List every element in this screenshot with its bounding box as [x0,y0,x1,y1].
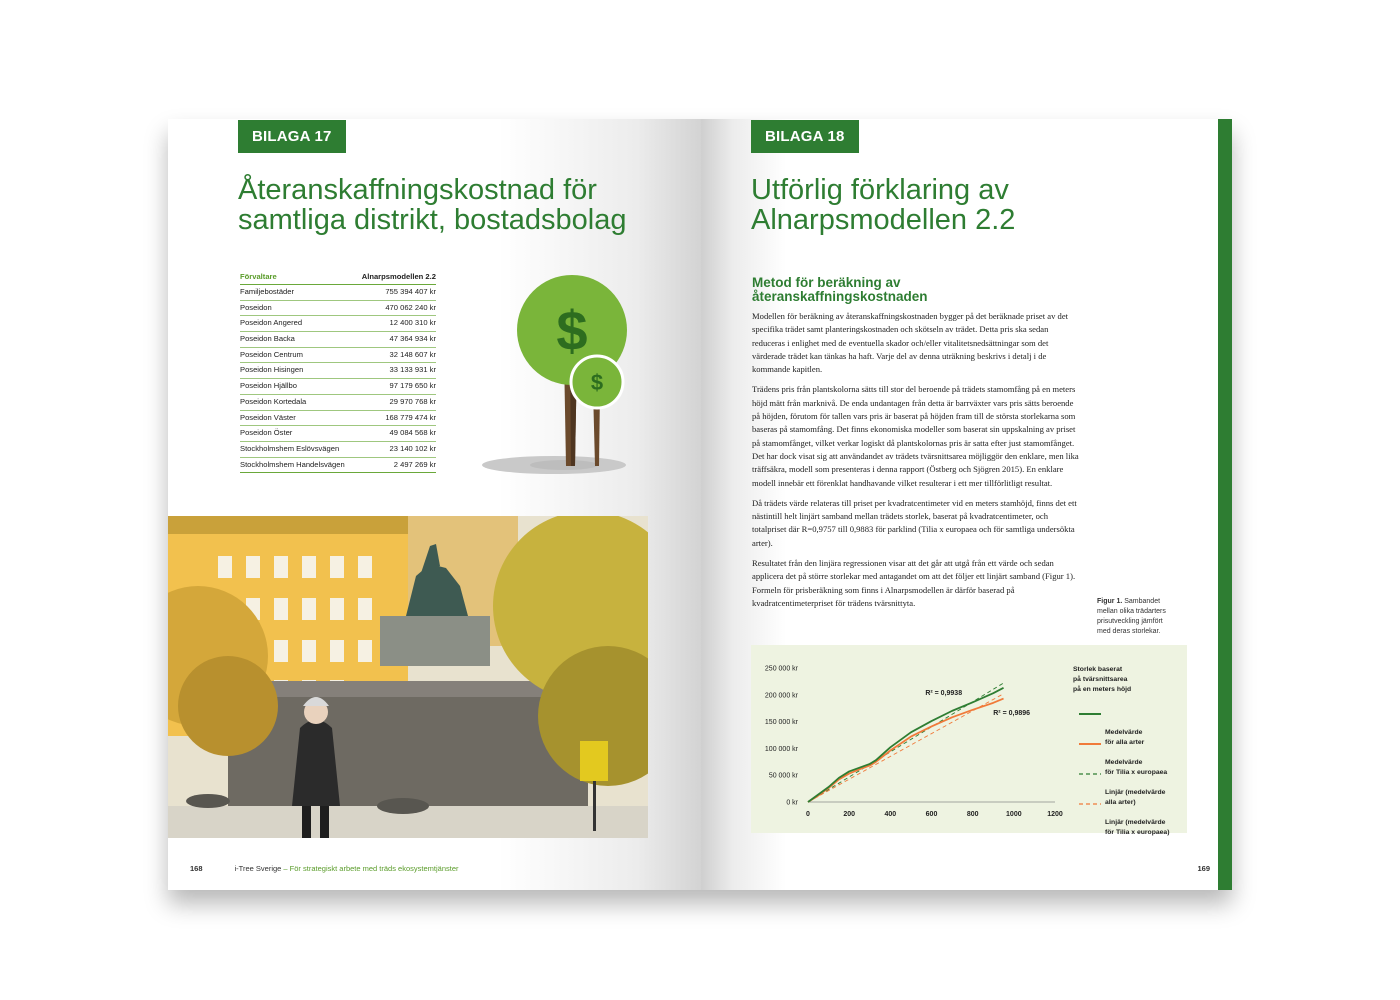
x-tick-label: 600 [925,811,938,818]
figure-caption [1097,597,1177,637]
planter-center [377,798,429,814]
money-tree-illustration [480,269,640,479]
table-row [240,379,436,395]
row-value: 49 084 568 kr [389,428,436,438]
series-line [808,699,1004,802]
table-row [240,458,436,474]
dollar-icon-large: $ [556,299,588,362]
header-cell-manager: Förvaltare [240,272,277,281]
tree-shadow-inner [530,460,598,470]
row-name: Stockholmshem Eslövsvägen [240,443,340,453]
chart-legend [1073,665,1183,836]
row-name: Poseidon Hisingen [240,365,304,375]
row-value: 33 133 931 kr [389,365,436,375]
y-tick-label: 50 000 kr [768,772,798,780]
table-row [240,348,436,364]
table-row [240,395,436,411]
row-value: 23 140 102 kr [389,443,436,453]
table-row [240,426,436,442]
mailbox-pole [593,781,596,831]
legend-item [1073,769,1183,806]
table-row [240,363,436,379]
statue-plinth [380,616,490,666]
legend-swatch-solid-orange [1079,742,1101,746]
footer-publication: i-Tree Sverige [234,864,282,873]
building-cornice [168,516,408,534]
table-row [240,301,436,317]
x-tick-label: 400 [884,811,897,818]
autumn-tree-left-2 [178,656,278,756]
legend-item [1073,739,1183,776]
legend-label: Linjär (medelvärde för Tilia x europaea) [1105,819,1170,836]
y-tick-label: 100 000 kr [764,745,798,753]
left-footer [190,864,459,873]
row-name: Poseidon Kortedala [240,396,307,406]
legend-item [1073,799,1183,836]
legend-item [1073,709,1183,746]
row-value: 2 497 269 kr [393,459,436,469]
woman-leg-right [320,806,329,838]
legend-title: Storlek baserat på tvärsnittsarea på en meters höjd [1073,666,1132,693]
table-row [240,332,436,348]
photo-illustration [168,516,648,838]
r-squared-annotation: R² = 0,9938 [925,689,963,697]
legend-swatch-dashed-green [1079,772,1101,776]
figure-1-chart [751,645,1187,836]
figure-caption-label: Figur 1. [1097,598,1123,605]
table-row [240,285,436,301]
photo-woman-statue-autumn [168,516,648,838]
x-tick-label: 1200 [1047,811,1063,818]
y-tick-label: 0 kr [786,799,798,807]
table-row [240,442,436,458]
row-value: 32 148 607 kr [389,349,436,359]
paragraph: Trädens pris från plantskolorna sätts till stor del beroende på trädets stamomfång på en meters höjd mätt från marknivå. De enda undantagen från detta är barrväxter vars pris sätts beroende på höjden, förutom för tallen vars pris är baserat på höjden fram till de största storlekarna som baseras på stamomfång. Det finns ekonomiska modeller som baserat sin uppskalning av priset på stamomfånget, vilket verkar logiskt då plantskolornas pris är satta efter just stamomfånget. Det har dock visat sig att användandet av trädets tvärsnittsarea möjliggör den enklare, men lika träffsäkra, modell som presenteras i denna rapport (Östberg och Sjögren 2015). En enklare modell innebär ett förenklat handhavande vilket resulterar i ett mer tillförlitligt resultat. [752,384,1079,488]
paragraph: Modellen för beräkning av återanskaffningskostnaden bygger på det beräknade priset av det specifika trädet samt planteringskostnaden och skötseln av trädet. Detta pris ska sedan reduceras i enlighet med de eventuella skador och/eller vitalitetsnedsättningar som det värderade trädet kan tänkas ha haft. Varje del av denna uträkning beskrivs i detalj i de kommande kapitlen. [752,311,1069,375]
x-tick-label: 0 [806,811,810,818]
row-value: 47 364 934 kr [389,334,436,344]
row-value: 12 400 310 kr [389,318,436,328]
body-text [752,310,1082,617]
legend-swatch-dashed-orange [1079,802,1101,806]
series-line [808,688,1004,802]
row-name: Poseidon Öster [240,428,293,438]
paragraph: Då trädets värde relateras till priset per kvadratcentimeter vid en meters stamhöjd, finns det ett nästintill helt linjärt samband mellan trädets storlek, baserat på kvadratcentimeter, och totalpriset där R=0,9757 till 0,9883 för parklind (Tilia x europaea och för samtliga undersökta arter). [752,497,1077,548]
yellow-mailbox [580,741,608,781]
paragraph: Resultatet från den linjära regressionen visar att det går att utgå från ett värde och sedan applicera det på större storlekar med antagandet om att det följer ett linjärt samband (Figur 1). Formeln för prisberäkning som finns i Alnarpsmodellen är därför baserad på kvadratcentimeterpriset för trädens tvärsnittyta. [752,558,1076,608]
section-heading: Metod för beräkning av återanskaffningskostnaden [752,275,928,304]
stone-wall [228,681,588,811]
row-name: Poseidon Centrum [240,349,303,359]
left-page [168,119,701,890]
table-row [240,411,436,427]
right-page-title: Utförlig förklaring av Alnarpsmodellen 2.2 [751,174,1016,236]
row-name: Stockholmshem Handelsvägen [240,459,345,469]
r-squared-annotation: R² = 0,9896 [993,710,1031,718]
row-value: 29 970 768 kr [389,396,436,406]
dollar-icon-small: $ [590,370,604,395]
cost-table [240,270,436,473]
right-edge-stripe [1218,119,1232,890]
footer-subtitle: – För strategiskt arbete med träds ekosystemtjänster [281,864,459,873]
row-name: Familjebostäder [240,287,295,296]
row-value: 97 179 650 kr [389,381,436,391]
page-number-left: 168 [190,864,203,873]
appendix-tag-18: BILAGA 18 [751,120,859,153]
left-page-title: Återanskaffningskostnad för samtliga distrikt, bostadsbolag [238,174,627,236]
table-header [240,270,436,285]
row-name: Poseidon Hjällbo [240,381,297,391]
right-page [701,119,1232,890]
y-tick-label: 250 000 kr [764,665,798,673]
legend-swatch-solid-green [1079,712,1101,716]
x-tick-label: 200 [843,811,856,818]
page-number-right: 169 [1197,864,1210,873]
legend-label: Medelvärde för alla arter [1105,729,1145,746]
woman-leg-left [302,806,311,838]
x-tick-label: 1000 [1006,811,1022,818]
row-name: Poseidon Angered [240,318,303,328]
y-tick-label: 200 000 kr [764,692,798,700]
row-name: Poseidon Backa [240,334,295,344]
appendix-tag-17: BILAGA 17 [238,120,346,153]
x-tick-label: 800 [966,811,979,818]
table-row [240,316,436,332]
row-value: 755 394 407 kr [385,287,436,296]
row-value: 470 062 240 kr [385,302,436,312]
row-name: Poseidon Väster [240,412,296,422]
header-cell-model: Alnarpsmodellen 2.2 [361,272,436,281]
legend-label: Medelvärde för Tilia x europaea [1105,759,1168,776]
y-tick-label: 150 000 kr [764,719,798,727]
legend-label: Linjär (medelvärde alla arter) [1105,789,1166,806]
row-name: Poseidon [240,302,272,312]
planter-left [186,794,230,808]
figure-caption-text: Sambandet mellan olika trädarters prisutveckling jämfört med deras storlekar. [1097,598,1166,635]
open-book [168,119,1232,890]
row-value: 168 779 474 kr [385,412,436,422]
